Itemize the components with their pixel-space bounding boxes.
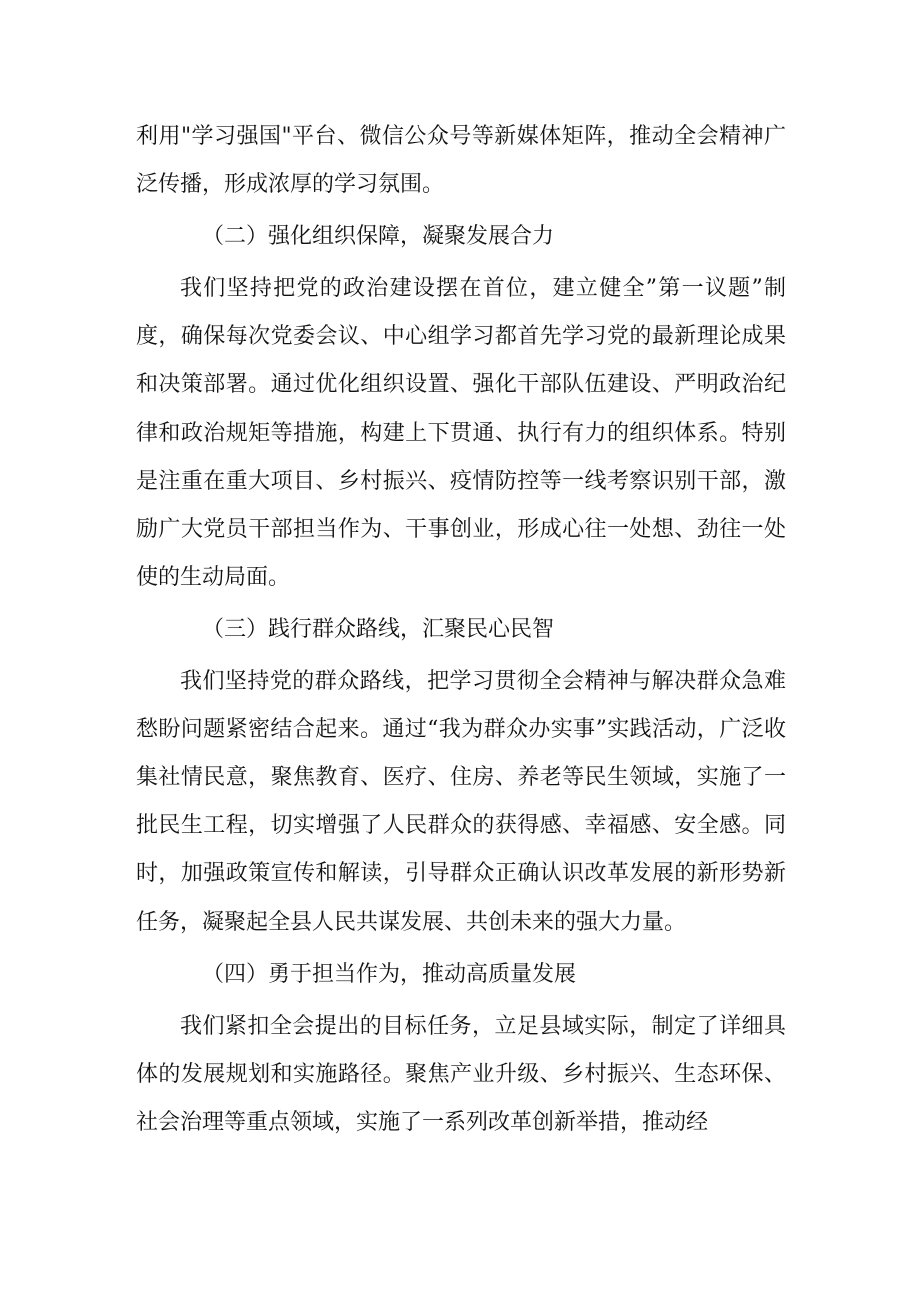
document-body [136, 113, 786, 1147]
section-body-2: 我们坚持把党的政治建设摆在首位，建立健全”第一议题”制度，确保每次党委会议、中心组学习都首先学习党的最新理论成果和决策部署。通过优化组织设置、强化干部队伍建设、严明政治纪律和政治规矩等措施，构建上下贯通、执行有力的组织体系。特别是注重在重大项目、乡村振兴、疫情防控等一线考察识别干部，激励广大党员干部担当作为、干事创业，形成心往一处想、劲往一处使的生动局面。 [136, 276, 786, 590]
section-heading-3: （三）践行群众路线，汇聚民心民智 [202, 616, 555, 642]
section-body-3: 我们坚持党的群众路线，把学习贯彻全会精神与解决群众急难愁盼问题紧密结合起来。通过“我为群众办实事”实践活动，广泛收集社情民意，聚焦教育、医疗、住房、养老等民生领域，实施了一批民生工程，切实增强了人民群众的获得感、幸福感、安全感。同时，加强政策宣传和解读，引导群众正确认识改革发展的新形势新任务，凝聚起全县人民共谋发展、共创未来的强大力量。 [136, 669, 786, 935]
section-heading-4: （四）勇于担当作为，推动高质量发展 [202, 961, 577, 987]
section-heading-2: （二）强化组织保障，凝聚发展合力 [202, 224, 555, 250]
continuation-paragraph: 利用"学习强国"平台、微信公众号等新媒体矩阵，推动全会精神广泛传播，形成浓厚的学习氛围。 [136, 124, 786, 198]
section-body-4: 我们紧扣全会提出的目标任务，立足县域实际，制定了详细具体的发展规划和实施路径。聚焦产业升级、乡村振兴、生态环保、社会治理等重点领域，实施了一系列改革创新举措，推动经 [136, 1013, 786, 1135]
